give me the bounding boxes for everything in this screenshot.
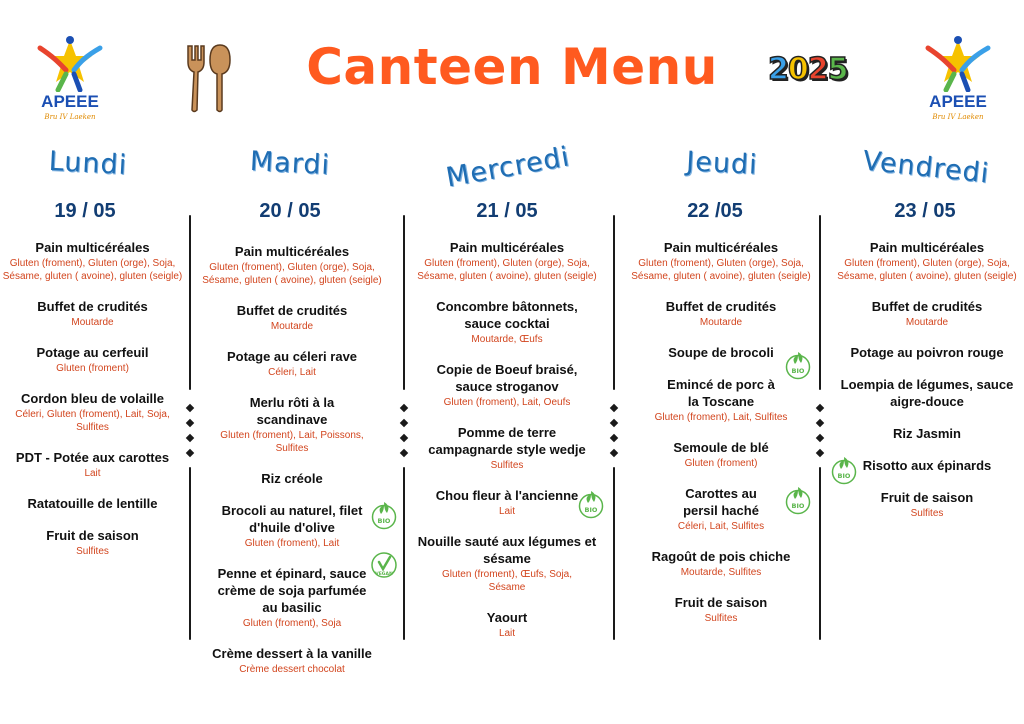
allergen-list: Gluten (froment), Gluten (orge), Soja, Sésame, gluten ( avoine), gluten (seigle) xyxy=(837,258,1017,282)
column-divider xyxy=(188,215,192,640)
allergen-list: Moutarde, Œufs xyxy=(471,334,543,345)
leaf-bio-icon xyxy=(371,500,397,530)
dish-name: Fruit de saison xyxy=(46,528,139,543)
dish-name: Nouille sauté aux légumes et sésame xyxy=(417,534,597,566)
dish-name: Potage au cerfeuil xyxy=(36,345,149,360)
logo-org-name: APEEE xyxy=(929,92,987,111)
dish-name: Copie de Boeuf braisé, sauce stroganov xyxy=(436,362,578,394)
menu-item xyxy=(626,548,816,579)
menu-item xyxy=(198,645,386,676)
allergen-list: Crème dessert chocolat xyxy=(239,664,345,675)
dish-name: Risotto aux épinards xyxy=(862,458,992,473)
menu-item xyxy=(830,298,1024,329)
menu-item xyxy=(412,609,602,640)
dish-name: Riz créole xyxy=(261,471,323,486)
bio-badge xyxy=(785,485,811,515)
allergen-list: Gluten (froment), Lait, Oeufs xyxy=(443,397,571,408)
menu-item xyxy=(198,302,386,333)
column-divider xyxy=(402,215,406,640)
dish-name: Fruit de saison xyxy=(880,490,974,505)
menu-item xyxy=(830,457,1024,474)
menu-item xyxy=(198,565,386,630)
allergen-list: Gluten (froment) xyxy=(56,363,129,374)
day-date-lundi: 19 / 05 xyxy=(54,200,116,222)
dish-name: Pain multicéréales xyxy=(449,240,565,255)
menu-item xyxy=(0,239,185,283)
allergen-list: Gluten (froment), Gluten (orge), Soja, Sésame, gluten ( avoine), gluten (seigle) xyxy=(631,258,811,282)
leaf-bio-icon xyxy=(785,485,811,515)
svg-text:BIO: BIO xyxy=(377,517,391,525)
dish-name: Buffet de crudités xyxy=(665,299,777,314)
dish-name: PDT - Potée aux carottes xyxy=(15,450,170,465)
menu-item xyxy=(412,239,602,283)
dish-name: Merlu rôti à la scandinave xyxy=(249,395,335,427)
leaf-bio-icon xyxy=(831,455,857,485)
dish-name: Cordon bleu de volaille xyxy=(20,391,165,406)
menu-item xyxy=(0,527,185,558)
menu-column-lundi xyxy=(0,239,185,573)
dish-name: Semoule de blé xyxy=(673,440,769,455)
leaf-bio-icon xyxy=(785,350,811,380)
menu-item xyxy=(198,470,386,487)
menu-item xyxy=(830,344,1024,361)
menu-item xyxy=(626,594,816,625)
menu-item xyxy=(626,376,816,424)
page-title: Canteen Menu xyxy=(306,38,718,96)
allergen-list: Moutarde xyxy=(699,317,743,328)
allergen-list: Gluten (froment), Soja xyxy=(242,618,342,629)
column-divider xyxy=(818,215,822,640)
menu-item xyxy=(0,298,185,329)
menu-item xyxy=(830,376,1024,410)
menu-item xyxy=(198,394,386,455)
year-digit: 5 xyxy=(827,52,848,87)
day-date-jeudi: 22 /05 xyxy=(687,200,743,222)
allergen-list: Gluten (froment), Gluten (orge), Soja, Sésame, gluten ( avoine), gluten (seigle) xyxy=(202,262,382,286)
dish-name: Ratatouille de lentille xyxy=(27,496,158,511)
menu-item xyxy=(0,495,185,512)
day-name-jeudi: Jeudi xyxy=(685,146,759,181)
menu-item xyxy=(198,348,386,379)
menu-item xyxy=(626,239,816,283)
dish-name: Fruit de saison xyxy=(674,595,768,610)
dish-name: Riz Jasmin xyxy=(893,426,961,441)
svg-text:BIO: BIO xyxy=(791,502,805,510)
year-badge xyxy=(768,52,848,87)
svg-text:BIO: BIO xyxy=(791,367,805,375)
column-divider xyxy=(612,215,616,640)
dish-name: Pain multicéréales xyxy=(35,240,150,255)
dish-name: Carottes au persil haché xyxy=(683,486,759,518)
svg-text:BIO: BIO xyxy=(837,472,851,480)
dish-name: Emincé de porc à la Toscane xyxy=(667,377,775,409)
dish-name: Loempia de légumes, sauce aigre-douce xyxy=(840,377,1014,409)
menu-item xyxy=(626,439,816,470)
allergen-list: Céleri, Lait, Sulfites xyxy=(677,521,765,532)
allergen-list: Lait xyxy=(498,628,516,639)
menu-item xyxy=(412,487,602,518)
dish-name: Pain multicéréales xyxy=(663,240,779,255)
allergen-list: Gluten (froment) xyxy=(684,458,758,469)
allergen-list: Sulfites xyxy=(910,508,944,519)
menu-item xyxy=(830,489,1024,520)
dish-name: Potage au poivron rouge xyxy=(850,345,1004,360)
day-name-mercredi: Mercredi xyxy=(443,141,573,194)
menu-item xyxy=(830,425,1024,442)
menu-column-vendredi xyxy=(830,239,1024,535)
day-name-lundi: Lundi xyxy=(48,145,128,182)
dish-name: Buffet de crudités xyxy=(236,303,348,318)
dish-name: Soupe de brocoli xyxy=(668,345,774,360)
allergen-list: Gluten (froment), Gluten (orge), Soja, Sésame, gluten ( avoine), gluten (seigle) xyxy=(2,258,183,282)
allergen-list: Lait xyxy=(84,468,101,479)
menu-item xyxy=(0,390,185,434)
vegan-badge xyxy=(371,550,397,580)
day-date-vendredi: 23 / 05 xyxy=(894,200,956,222)
dish-name: Ragoût de pois chiche xyxy=(651,549,791,564)
menu-item xyxy=(412,424,602,472)
logo-tagline: Bru IV Laeken xyxy=(932,113,984,121)
svg-text:BIO: BIO xyxy=(584,506,598,514)
dish-name: Concombre bâtonnets, sauce cocktai xyxy=(436,299,578,331)
dish-name: Crème dessert à la vanille xyxy=(212,646,372,661)
menu-column-jeudi xyxy=(626,239,816,640)
allergen-list: Moutarde xyxy=(71,317,114,328)
svg-text:VEGAN: VEGAN xyxy=(375,572,393,577)
dish-name: Yaourt xyxy=(486,610,528,625)
dish-name: Potage au céleri rave xyxy=(226,349,358,364)
day-name-mardi: Mardi xyxy=(249,145,331,182)
dish-name: Chou fleur à l'ancienne xyxy=(435,488,579,503)
vegan-icon xyxy=(371,550,397,580)
allergen-list: Céleri, Lait xyxy=(268,367,316,378)
allergen-list: Gluten (froment), Lait, Sulfites xyxy=(654,412,788,423)
allergen-list: Moutarde, Sulfites xyxy=(680,567,762,578)
dish-name: Pain multicéréales xyxy=(869,240,985,255)
year-digit: 2 xyxy=(768,52,788,87)
logo-org-name: APEEE xyxy=(41,92,99,111)
day-date-mardi: 20 / 05 xyxy=(259,200,321,222)
dish-name: Pomme de terre campagnarde style wedje xyxy=(428,425,586,457)
allergen-list: Gluten (froment), Œufs, Soja, Sésame xyxy=(441,569,573,593)
allergen-list: Céleri, Gluten (froment), Lait, Soja, Sulfites xyxy=(15,409,170,433)
menu-column-mercredi xyxy=(412,239,602,655)
day-name-vendredi: Vendredi xyxy=(861,145,991,190)
menu-item xyxy=(412,361,602,409)
allergen-list: Gluten (froment), Lait, Poissons, Sulfites xyxy=(220,430,364,454)
bio-badge xyxy=(785,350,811,380)
allergen-list: Moutarde xyxy=(270,321,314,332)
menu-item xyxy=(0,344,185,375)
allergen-list: Gluten (froment), Gluten (orge), Soja, Sésame, gluten ( avoine), gluten (seigle) xyxy=(417,258,597,282)
allergen-list: Sulfites xyxy=(76,546,109,557)
menu-item xyxy=(412,298,602,346)
dish-name: Buffet de crudités xyxy=(37,299,148,314)
menu-item xyxy=(198,243,386,287)
day-date-mercredi: 21 / 05 xyxy=(476,200,538,222)
menu-item xyxy=(198,502,386,550)
year-digit: 2 xyxy=(807,52,828,87)
dish-name: Brocoli au naturel, filet d'huile d'olive xyxy=(221,503,363,535)
bio-badge xyxy=(831,455,857,485)
dish-name: Pain multicéréales xyxy=(234,244,350,259)
allergen-list: Sulfites xyxy=(490,460,524,471)
logo-tagline: Bru IV Laeken xyxy=(44,113,96,121)
allergen-list: Sulfites xyxy=(704,613,738,624)
year-digit: 0 xyxy=(787,52,808,87)
dish-name: Buffet de crudités xyxy=(871,299,983,314)
menu-column-mardi xyxy=(198,243,386,691)
dish-name: Penne et épinard, sauce crème de soja parfumée au basilic xyxy=(217,566,367,615)
menu-item xyxy=(412,533,602,594)
allergen-list: Lait xyxy=(498,506,516,517)
bio-badge xyxy=(578,489,604,519)
bio-badge xyxy=(371,500,397,530)
menu-item xyxy=(626,298,816,329)
leaf-bio-icon xyxy=(578,489,604,519)
allergen-list: Gluten (froment), Lait xyxy=(244,538,340,549)
menu-item xyxy=(830,239,1024,283)
allergen-list: Moutarde xyxy=(905,317,949,328)
menu-item xyxy=(0,449,185,480)
